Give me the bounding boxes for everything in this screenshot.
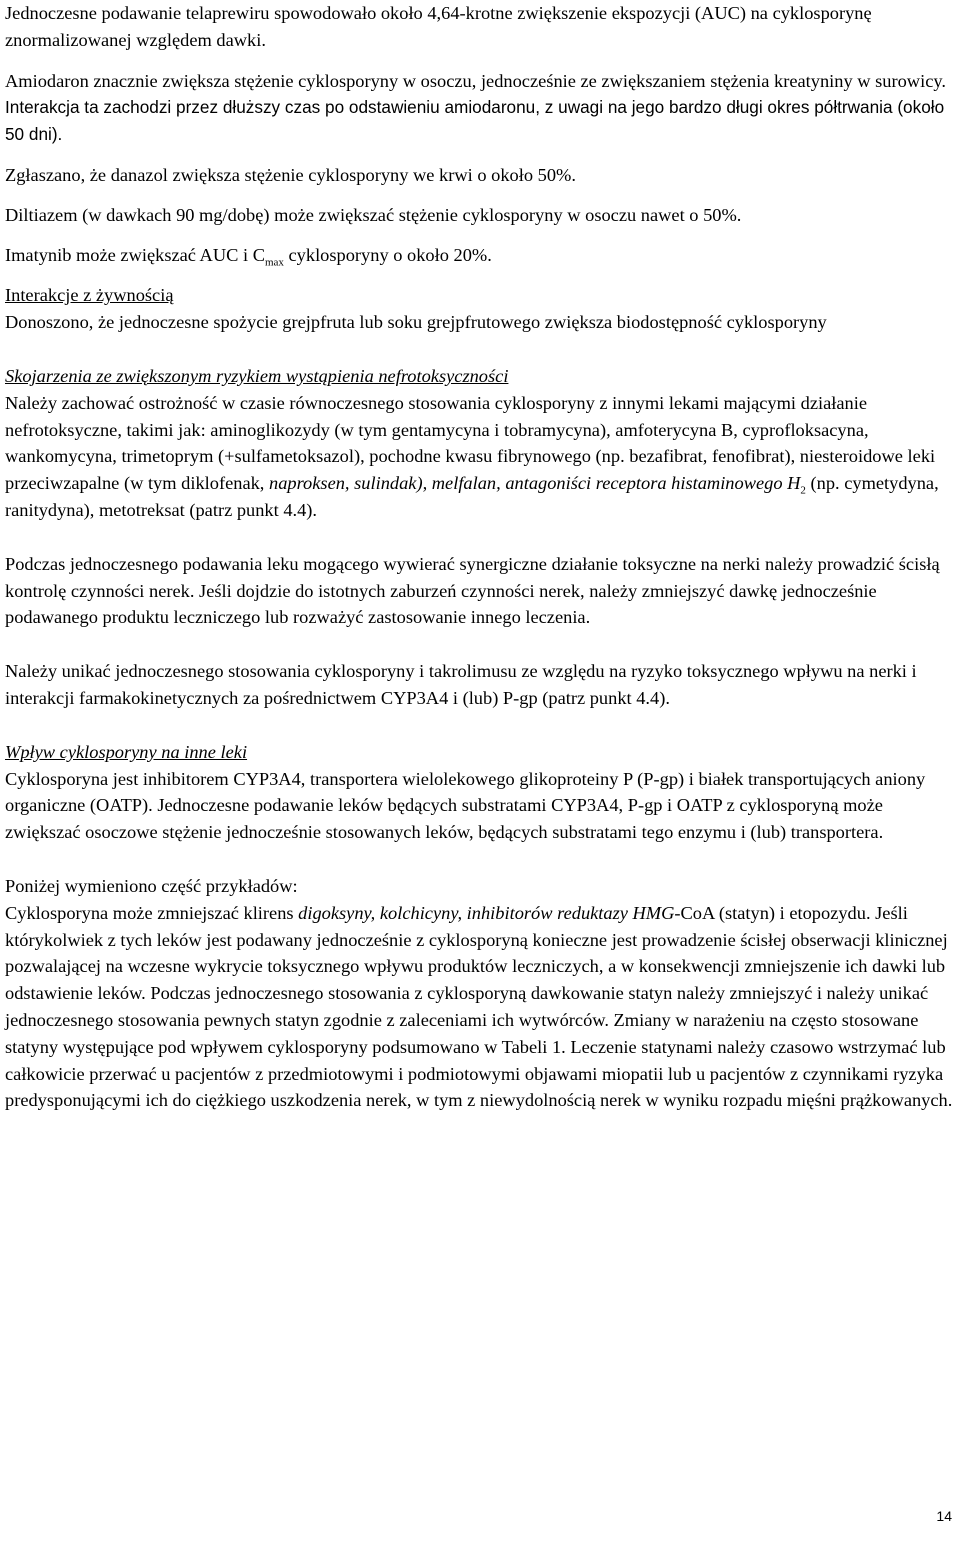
paragraph-examples xyxy=(5,900,955,1114)
heading-nephrotoxicity: Skojarzenia ze zwiększonym ryzykiem wystąpienia nefrotoksyczności xyxy=(5,365,509,386)
h2-subscript: 2 xyxy=(800,484,806,497)
imatinib-text-after: cyklosporyny o około 20%. xyxy=(283,244,492,265)
paragraph-cyp3a4-inhibitor: Cyklosporyna jest inhibitorem CYP3A4, transportera wielolekowego glikoproteiny P (P-gp) i białek transportujących aniony organiczne (OATP). Jednoczesne podawanie leków będących substratami CYP3A4, P-gp i OATP z cyklosporyną może zwiększać osoczowe stężenie jednocześnie stosowanych leków, będących substratami tego enzymu i (lub) transportera. xyxy=(5,768,926,843)
examples-intro: Poniżej wymieniono część przykładów: xyxy=(5,875,298,896)
paragraph-telaprevir: Jednoczesne podawanie telaprewiru spowodowało około 4,64-krotne zwiększenie ekspozycji (AUC) na cyklosporynę znormalizowanej względem dawki. xyxy=(5,3,872,50)
cmax-subscript: max xyxy=(264,256,284,269)
nephro-text-2: (np. cymetydyna, ranitydyna), metotreksat (patrz punkt 4.4). xyxy=(5,473,939,520)
paragraph-nephrotoxic-drugs xyxy=(5,390,955,524)
paragraph-danazol: Zgłaszano, że danazol zwiększa stężenie cyklosporyny we krwi o około 50%. xyxy=(5,164,576,185)
paragraph-synergistic-toxicity: Podczas jednoczesnego podawania leku mogącego wywierać synergiczne działanie toksyczne na nerki należy prowadzić ścisłą kontrolę czynności nerek. Jeśli dojdzie do istotnych zaburzeń czynności nerek, należy zmniejszyć dawkę jednocześnie podawanego produktu leczniczego lub rozważyć zastosowanie innego leczenia. xyxy=(5,553,940,628)
amiodarone-note: Interakcja ta zachodzi przez dłuższy czas po odstawieniu amiodaronu, z uwagi na jego bardzo długi okres półtrwania (około 50 dni). xyxy=(5,97,945,145)
page-number: 14 xyxy=(936,1508,952,1524)
heading-effect-on-other-drugs: Wpływ cyklosporyny na inne leki xyxy=(5,741,248,762)
examples-text-1: Cyklosporyna może zmniejszać klirens xyxy=(5,902,299,923)
document-page xyxy=(5,0,955,1114)
paragraph-grapefruit: Donoszono, że jednoczesne spożycie grejpfruta lub soku grejpfrutowego zwiększa biodostępność cyklosporyny xyxy=(5,312,827,333)
amiodarone-text: Amiodaron znacznie zwiększa stężenie cyklosporyny w osoczu, jednocześnie ze zwiększaniem stężenia kreatyniny w surowicy. xyxy=(5,70,946,91)
paragraph-diltiazem: Diltiazem (w dawkach 90 mg/dobę) może zwiększać stężenie cyklosporyny w osoczu nawet o 50%. xyxy=(5,204,742,225)
paragraph-imatinib xyxy=(5,242,955,269)
examples-text-2: CoA (statyn) i etopozydu. Jeśli którykolwiek z tych leków jest podawany jednocześnie z cyklosporyną konieczne jest prowadzenie ścisłej obserwacji klinicznej pozwalającej na wczesne wykrycie toksycznego wpływu produktów leczniczych, a w konsekwencji zmniejszenie ich dawki lub odstawienie leków. Podczas jednoczesnego stosowania z cyklosporyną dawkowanie statyn należy zmniejszyć i należy unikać jednoczesnego stosowania pewnych statyn zgodnie z zaleceniami ich wytwórców. Zmiany w narażeniu na często stosowane statyny występujące pod wpływem cyklosporyny podsumowano w Tabeli 1. Leczenie statynami należy czasowo wstrzymać lub całkowicie przerwać u pacjentów z przedmiotowymi i podmiotowymi objawami miopatii lub u pacjentów z czynnikami ryzyka predysponującymi ich do ciężkiego uszkodzenia nerek, w tym z niewydolnością nerek w wyniku rozpadu mięśni prążkowanych. xyxy=(5,902,953,1111)
nephro-italic-text: naproksen, sulindak), melfalan, antagoniści receptora histaminowego H xyxy=(269,473,801,494)
paragraph-tacrolimus: Należy unikać jednoczesnego stosowania cyklosporyny i takrolimusu ze względu na ryzyko toksycznego wpływu na nerki i interakcji farmakokinetycznych za pośrednictwem CYP3A4 i (lub) P-gp (patrz punkt 4.4). xyxy=(5,661,917,708)
heading-food-interactions: Interakcje z żywnością xyxy=(5,285,174,306)
imatinib-text-before: Imatynib może zwiększać AUC i C xyxy=(5,244,265,265)
examples-italic-text: digoksyny, kolchicyny, inhibitorów reduktazy HMG- xyxy=(298,902,681,923)
paragraph-amiodarone xyxy=(5,68,955,148)
nephro-text-1: Należy zachować ostrożność w czasie równoczesnego stosowania cyklosporyny z innymi lekami mającymi działanie nefrotoksyczne, takimi jak: aminoglikozydy (w tym gentamycyna i tobramycyna), amfoterycyna B, cyprofloksacyna, wankomycyna, trimetoprym (+sulfametoksazol), pochodne kwasu fibrynowego (np. bezafibrat, fenofibrat), niesteroidowe leki przeciwzapalne (w tym diklofenak, xyxy=(5,392,936,494)
